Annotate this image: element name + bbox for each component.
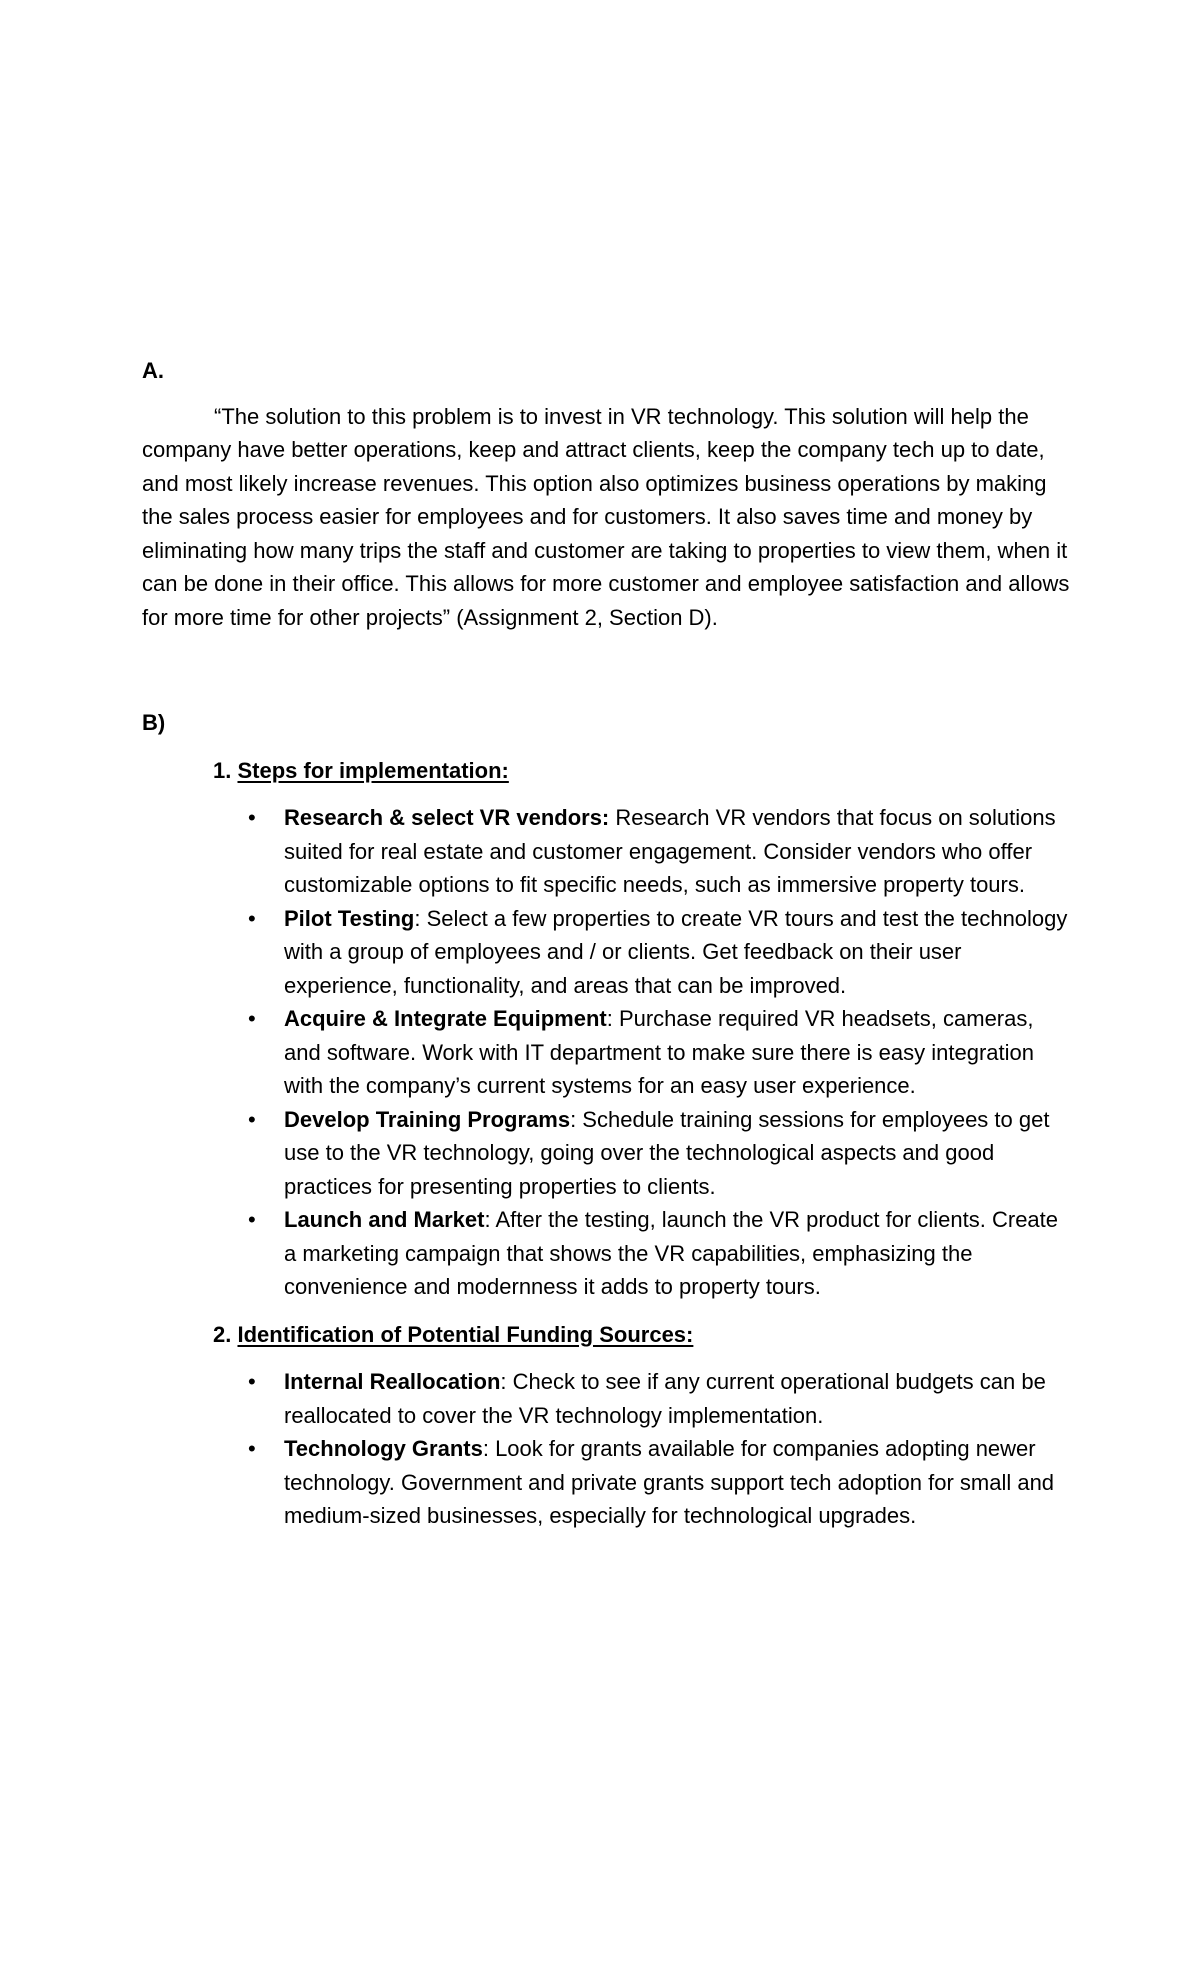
list-item: [248, 1002, 1072, 1103]
list-item-text: : Purchase required VR headsets, cameras, and software. Work with IT department to make sure there is easy integration with the company’s current systems for an easy user experience.: [284, 1006, 1034, 1098]
list-item-term: Pilot Testing: [284, 905, 415, 931]
document-body: [142, 354, 1072, 1533]
funding-title: Identification of Potential Funding Sources:: [237, 1321, 694, 1347]
funding-list: [142, 1365, 1072, 1533]
list-item-text: : Select a few properties to create VR tours and test the technology with a group of employees and / or clients. Get feedback on their user experience, functionality, and areas that can be improved.: [284, 905, 1068, 998]
list-item: [248, 1203, 1072, 1304]
list-item-term: Technology Grants: [284, 1436, 483, 1461]
list-item: [248, 1432, 1072, 1533]
steps-list: [142, 801, 1072, 1304]
section-a-heading: A.: [142, 358, 164, 383]
list-item: [248, 801, 1072, 902]
list-item-text: : Schedule training sessions for employees to get use to the VR technology, going over the technological aspects and good practices for presenting properties to clients.: [284, 1106, 1050, 1199]
list-item: [248, 1103, 1072, 1204]
funding-number: 2.: [213, 1321, 232, 1347]
bullet-icon: •: [248, 1436, 256, 1461]
list-item-term: Research & select VR vendors:: [284, 805, 610, 830]
funding-heading: [213, 1318, 1072, 1352]
list-item-text: : Look for grants available for companies adopting newer technology. Government and private grants support tech adoption for small and medium-sized businesses, especially for technological upgrades.: [284, 1436, 1055, 1528]
section-a-quote: “The solution to this problem is to invest in VR technology. This solution will help the company have better operations, keep and attract clients, keep the company tech up to date, and most likely increase revenues. This option also optimizes business operations by making the sales process easier for employees and for customers. It also saves time and money by eliminating how many trips the staff and customer are taking to properties to view them, when it can be done in their office. This allows for more customer and employee satisfaction and allows for more time for other projects” (Assignment 2, Section D).: [142, 403, 1070, 630]
list-item: [248, 1365, 1072, 1432]
bullet-icon: •: [248, 1369, 256, 1394]
list-item-term: Develop Training Programs: [284, 1106, 571, 1132]
bullet-icon: •: [248, 905, 256, 931]
steps-heading: [213, 754, 1072, 788]
list-item-text: Research VR vendors that focus on solutions suited for real estate and customer engagement. Consider vendors who offer customizable options to fit specific needs, such as immersive property tours.: [284, 805, 1056, 897]
bullet-icon: •: [248, 805, 256, 830]
list-item-term: Acquire & Integrate Equipment: [284, 1006, 607, 1031]
steps-number: 1.: [213, 757, 232, 783]
steps-title: Steps for implementation:: [237, 757, 509, 783]
list-item-text: : After the testing, launch the VR product for clients. Create a marketing campaign that shows the VR capabilities, emphasizing the convenience and modernness it adds to property tours.: [284, 1207, 1059, 1299]
list-item-text: : Check to see if any current operational budgets can be reallocated to cover the VR technology implementation.: [284, 1369, 1046, 1428]
section-b-heading: B): [142, 710, 166, 735]
list-item-term: Internal Reallocation: [284, 1369, 501, 1394]
bullet-icon: •: [248, 1106, 256, 1132]
bullet-icon: •: [248, 1207, 256, 1232]
list-item-term: Launch and Market: [284, 1207, 485, 1232]
bullet-icon: •: [248, 1006, 256, 1031]
list-item: [248, 902, 1072, 1003]
